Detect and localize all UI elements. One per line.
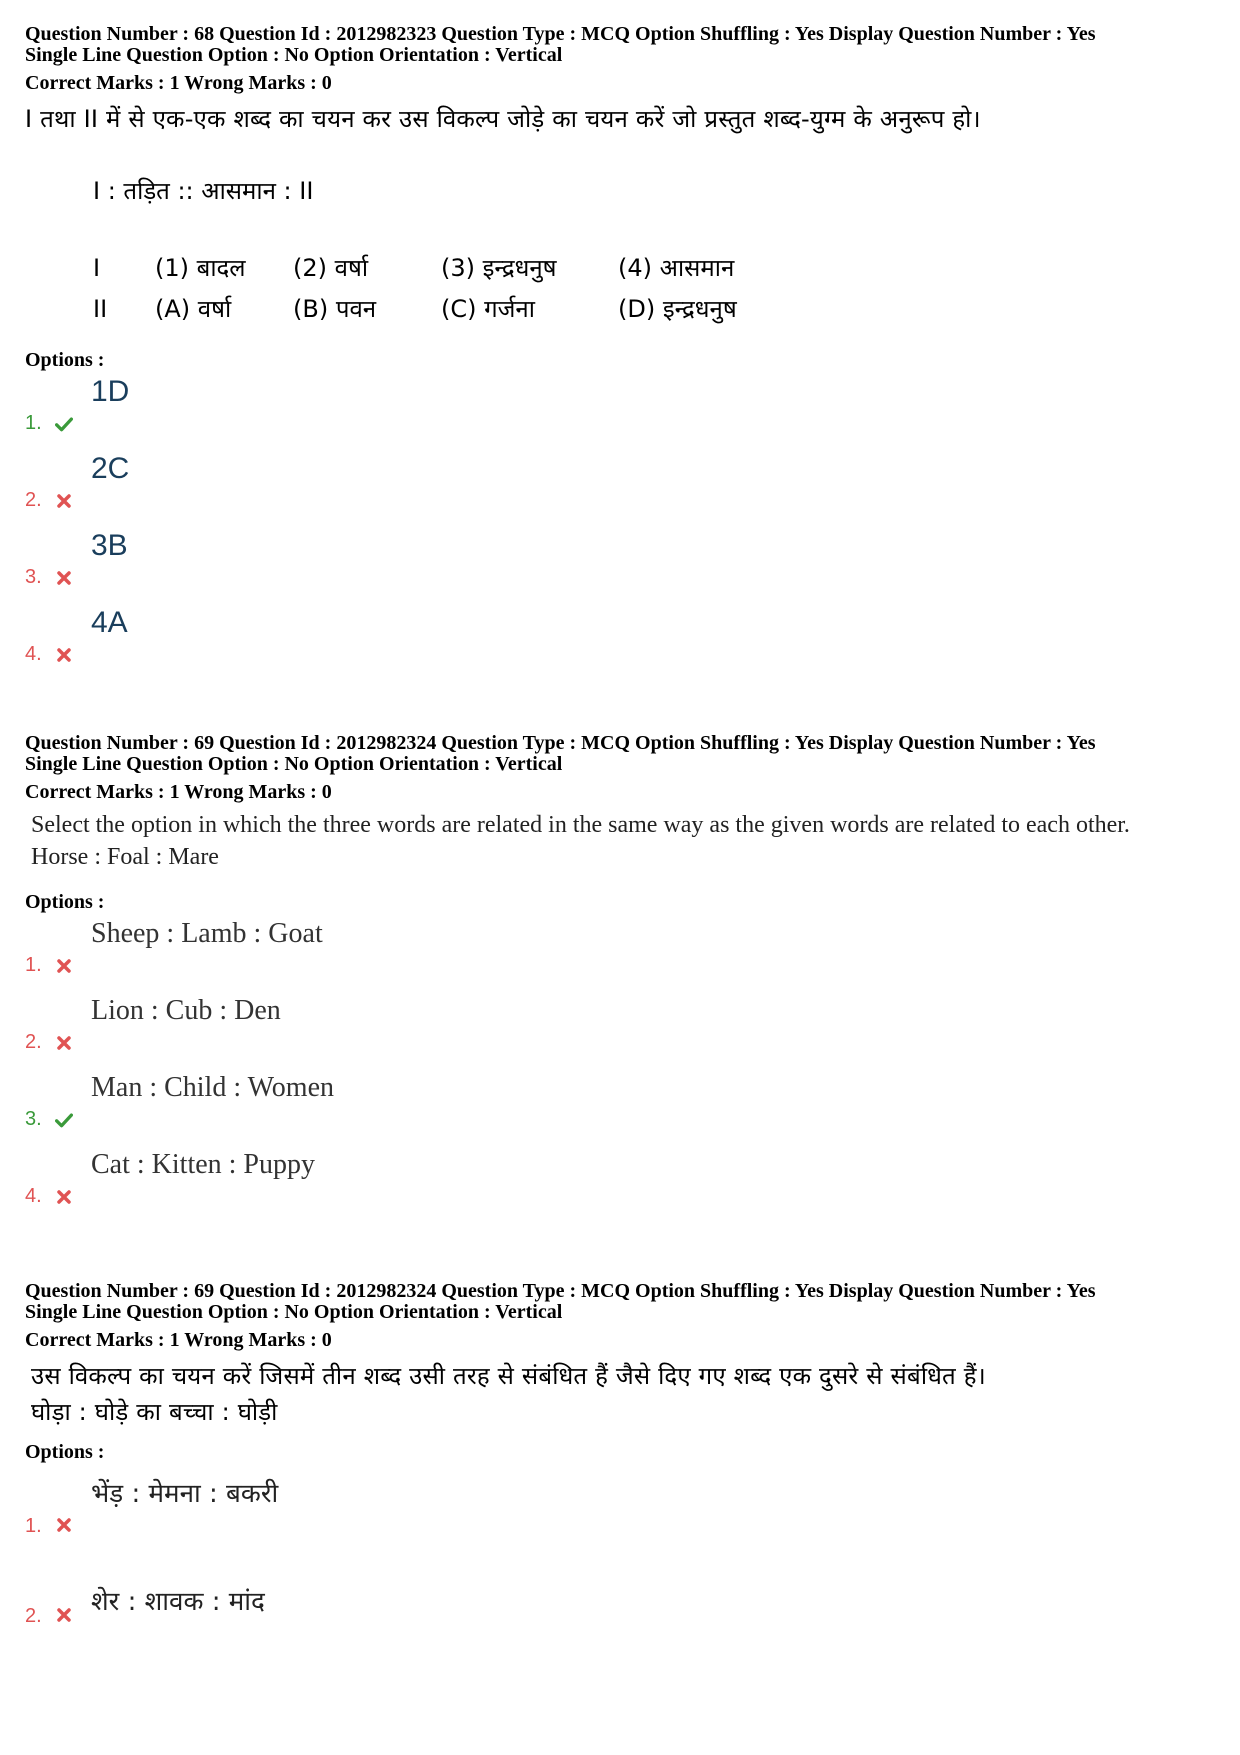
cross-icon bbox=[55, 1034, 73, 1052]
option-text: 2C bbox=[91, 452, 130, 485]
cross-icon bbox=[55, 957, 73, 975]
option-text: 3B bbox=[91, 529, 128, 562]
option-number: 4. bbox=[25, 643, 42, 665]
options-label: Options : bbox=[25, 891, 105, 913]
match-cell: (4) आसमान bbox=[618, 254, 735, 282]
question-stem: I तथा II में से एक-एक शब्द का चयन कर उस विकल्प जोड़े का चयन करें जो प्रस्तुत शब्द-युग्म के अनुरूप हो। bbox=[25, 105, 981, 133]
question-meta-line2: Single Line Question Option : No Option Orientation : Vertical bbox=[25, 44, 563, 66]
option-2[interactable] bbox=[25, 1574, 1215, 1664]
question-meta-line2: Single Line Question Option : No Option Orientation : Vertical bbox=[25, 1301, 563, 1323]
option-1[interactable] bbox=[25, 914, 1215, 991]
option-number: 3. bbox=[25, 1108, 42, 1130]
option-3[interactable] bbox=[25, 1068, 1215, 1145]
options-label: Options : bbox=[25, 1441, 105, 1463]
question-68 bbox=[25, 24, 1215, 680]
option-3[interactable] bbox=[25, 526, 1215, 603]
match-cell: (3) इन्द्रधनुष bbox=[441, 254, 557, 282]
option-text: 4A bbox=[91, 606, 128, 639]
option-1[interactable] bbox=[25, 1474, 1215, 1574]
match-cell: (2) वर्षा bbox=[293, 254, 369, 282]
option-4[interactable] bbox=[25, 1145, 1215, 1222]
option-text: Man : Child : Women bbox=[91, 1072, 335, 1103]
option-text: Lion : Cub : Den bbox=[91, 995, 281, 1026]
match-cell: II bbox=[93, 294, 108, 323]
option-number: 3. bbox=[25, 566, 42, 588]
match-table bbox=[93, 247, 737, 329]
match-cell: I bbox=[93, 253, 101, 282]
question-69-hindi bbox=[25, 1281, 1215, 1664]
option-number: 2. bbox=[25, 489, 42, 511]
options-list bbox=[25, 372, 1215, 680]
option-text: शेर : शावक : मांद bbox=[91, 1587, 265, 1617]
option-text: Cat : Kitten : Puppy bbox=[91, 1149, 315, 1180]
option-2[interactable] bbox=[25, 449, 1215, 526]
question-marks: Correct Marks : 1 Wrong Marks : 0 bbox=[25, 1329, 332, 1351]
match-cell: (C) गर्जना bbox=[441, 295, 535, 323]
question-marks: Correct Marks : 1 Wrong Marks : 0 bbox=[25, 72, 332, 94]
option-1[interactable] bbox=[25, 372, 1215, 449]
match-row-i bbox=[93, 247, 737, 288]
cross-icon bbox=[55, 569, 73, 587]
option-number: 2. bbox=[25, 1605, 42, 1627]
option-text: Sheep : Lamb : Goat bbox=[91, 918, 323, 949]
check-icon bbox=[55, 415, 73, 433]
cross-icon bbox=[55, 1606, 73, 1624]
cross-icon bbox=[55, 1188, 73, 1206]
match-cell: (A) वर्षा bbox=[155, 295, 232, 323]
options-list bbox=[25, 914, 1215, 1222]
cross-icon bbox=[55, 1516, 73, 1534]
cross-icon bbox=[55, 492, 73, 510]
option-text: भेंड़ : मेमना : बकरी bbox=[91, 1479, 279, 1509]
question-meta-line2: Single Line Question Option : No Option Orientation : Vertical bbox=[25, 753, 563, 775]
question-meta-line1: Question Number : 68 Question Id : 2012982323 Question Type : MCQ Option Shuffling : Yes Display Question Number : Yes bbox=[25, 23, 1096, 45]
cross-icon bbox=[55, 646, 73, 664]
question-stem-words: Horse : Foal : Mare bbox=[31, 844, 219, 870]
match-cell: (1) बादल bbox=[155, 254, 246, 282]
question-stem: उस विकल्प का चयन करें जिसमें तीन शब्द उसी तरह से संबंधित हैं जैसे दिए गए शब्द एक दुसरे से संबंधित हैं। bbox=[31, 1362, 986, 1390]
question-meta-line1: Question Number : 69 Question Id : 2012982324 Question Type : MCQ Option Shuffling : Yes Display Question Number : Yes bbox=[25, 732, 1096, 754]
word-pair: I : तड़ित :: आसमान : II bbox=[93, 177, 314, 205]
option-number: 1. bbox=[25, 954, 42, 976]
option-number: 1. bbox=[25, 1515, 42, 1537]
match-row-ii bbox=[93, 288, 737, 329]
check-icon bbox=[55, 1111, 73, 1129]
option-text: 1D bbox=[91, 375, 130, 408]
option-number: 2. bbox=[25, 1031, 42, 1053]
option-number: 1. bbox=[25, 412, 42, 434]
option-number: 4. bbox=[25, 1185, 42, 1207]
question-marks: Correct Marks : 1 Wrong Marks : 0 bbox=[25, 781, 332, 803]
question-stem: Select the option in which the three words are related in the same way as the given words are related to each other. bbox=[31, 812, 1130, 838]
question-stem-words: घोड़ा : घोड़े का बच्चा : घोड़ी bbox=[31, 1398, 278, 1426]
options-label: Options : bbox=[25, 349, 105, 371]
question-meta-line1: Question Number : 69 Question Id : 2012982324 Question Type : MCQ Option Shuffling : Yes Display Question Number : Yes bbox=[25, 1280, 1096, 1302]
match-cell: (D) इन्द्रधनुष bbox=[618, 295, 737, 323]
options-list bbox=[25, 1474, 1215, 1664]
match-cell: (B) पवन bbox=[293, 295, 377, 323]
question-69-english bbox=[25, 733, 1215, 1222]
option-2[interactable] bbox=[25, 991, 1215, 1068]
option-4[interactable] bbox=[25, 603, 1215, 680]
